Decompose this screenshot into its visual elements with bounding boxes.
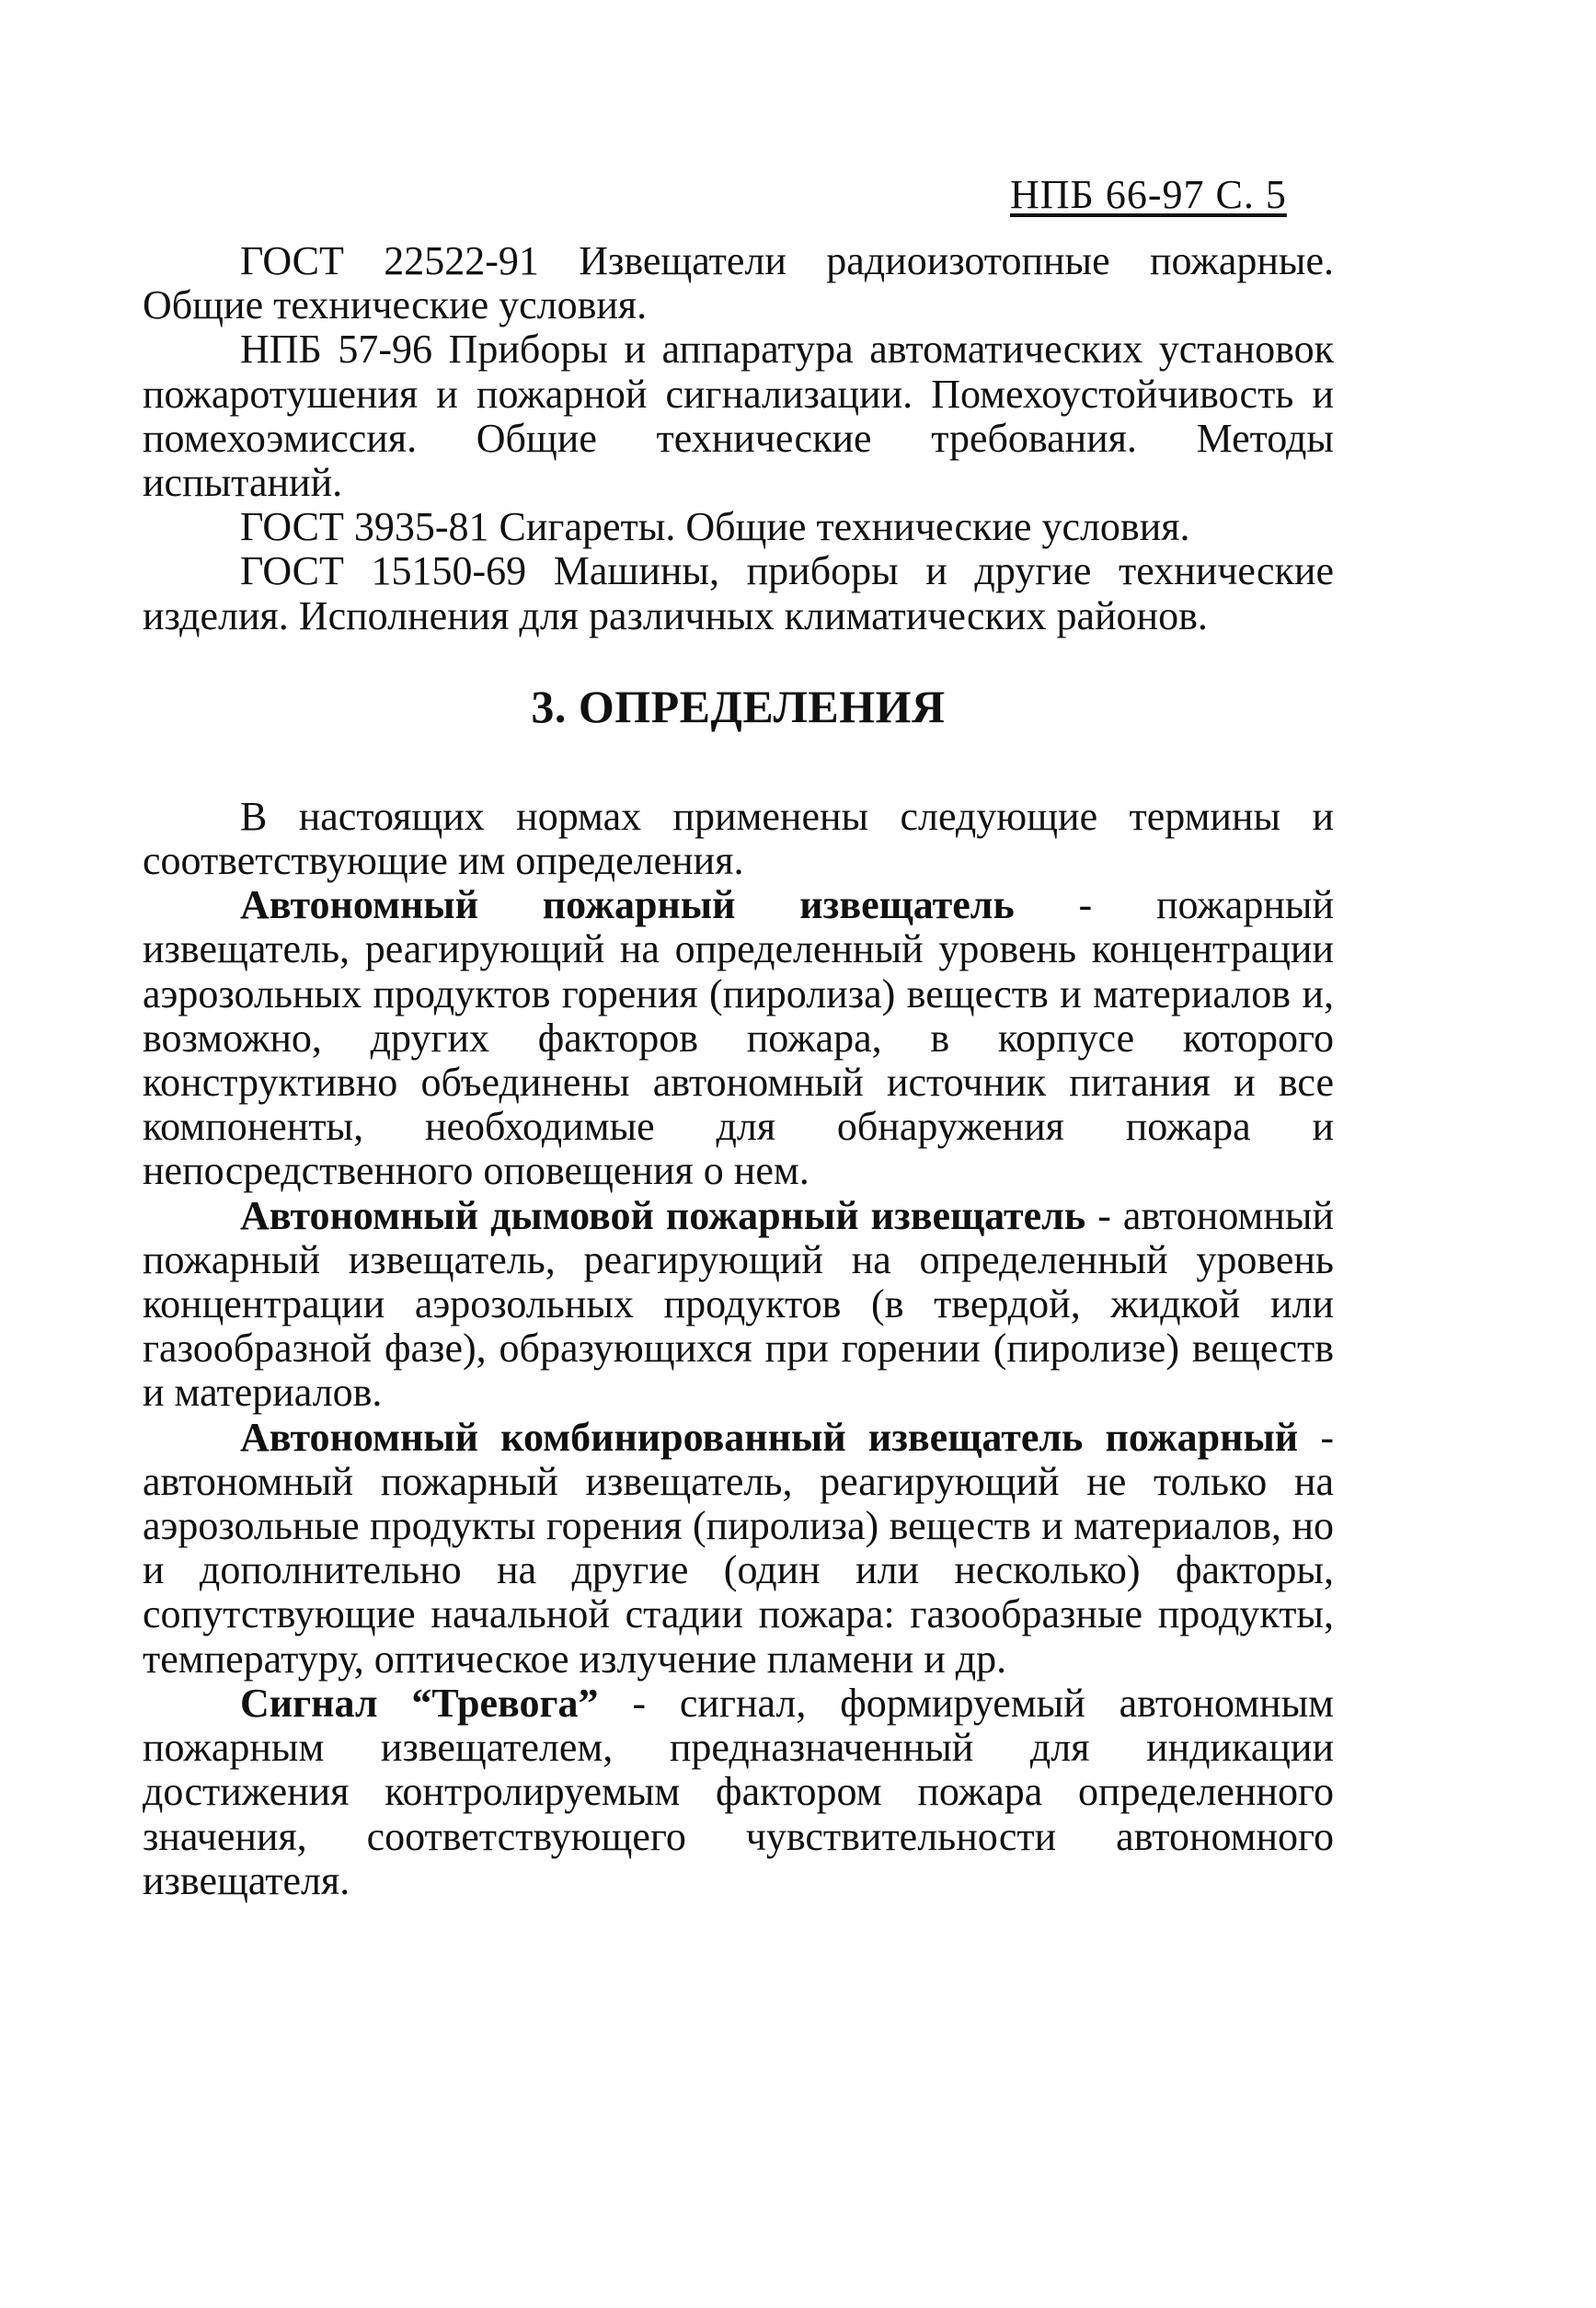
reference-item: ГОСТ 22522-91 Извещатели радиоизотопные пожарные. Общие технические условия.	[143, 238, 1334, 328]
section-title: 3. ОПРЕДЕЛЕНИЯ	[531, 680, 946, 732]
reference-item: ГОСТ 3935-81 Сигареты. Общие технические условия.	[240, 504, 1190, 550]
definition-text: - автономный пожарный извещатель, реагирующий не только на аэрозольные продукты горения (пиролиза) веществ и материалов, но и дополнительно на другие (один или несколько) факторы, сопутствующие начальной стадии пожара: газообразные продукты, температуру, оптическое излучение пламени и др.	[143, 1414, 1334, 1682]
reference-item: ГОСТ 15150-69 Машины, приборы и другие технические изделия. Исполнения для различных климатических районов.	[143, 548, 1334, 638]
definition-item	[143, 883, 1334, 1193]
definition-text: - сигнал, формируемый автономным пожарным извещателем, предназначенный для индикации достижения контролируемым фактором пожара определенного значения, соответствующего чувствительности автономного извещателя.	[143, 1680, 1334, 1903]
section-intro: В настоящих нормах применены следующие термины и соответствующие им определения.	[143, 793, 1334, 884]
definition-item	[143, 1682, 1334, 1903]
reference-item: НПБ 57-96 Приборы и аппаратура автоматических установок пожаротушения и пожарной сигнализации. Помехоустойчивость и помехоэмиссия. Общие технические требования. Методы испытаний.	[143, 327, 1334, 506]
definition-term: Автономный пожарный извещатель	[240, 882, 1015, 928]
definition-term: Автономный комбинированный извещатель пожарный	[240, 1414, 1299, 1460]
definition-text: - пожарный извещатель, реагирующий на определенный уровень концентрации аэрозольных продуктов горения (пиролиза) веществ и материалов и, возможно, других факторов пожара, в корпусе которого конструктивно объединены автономный источник питания и все компоненты, необходимые для обнаружения пожара и непосредственного оповещения о нем.	[143, 882, 1334, 1194]
definition-item	[143, 1416, 1334, 1682]
definition-term: Автономный дымовой пожарный извещатель	[240, 1192, 1086, 1238]
document-body	[143, 239, 1334, 1903]
definition-term: Сигнал “Тревога”	[240, 1680, 599, 1726]
definition-text: - автономный пожарный извещатель, реагирующий на определенный уровень концентрации аэрозольных продуктов (в твердой, жидкой или газообразной фазе), образующихся при горении (пиролизе) веществ и материалов.	[143, 1192, 1334, 1416]
page-header-code: НПБ 66-97 С. 5	[1010, 172, 1287, 217]
normative-references	[143, 239, 1334, 638]
definition-item	[143, 1194, 1334, 1416]
